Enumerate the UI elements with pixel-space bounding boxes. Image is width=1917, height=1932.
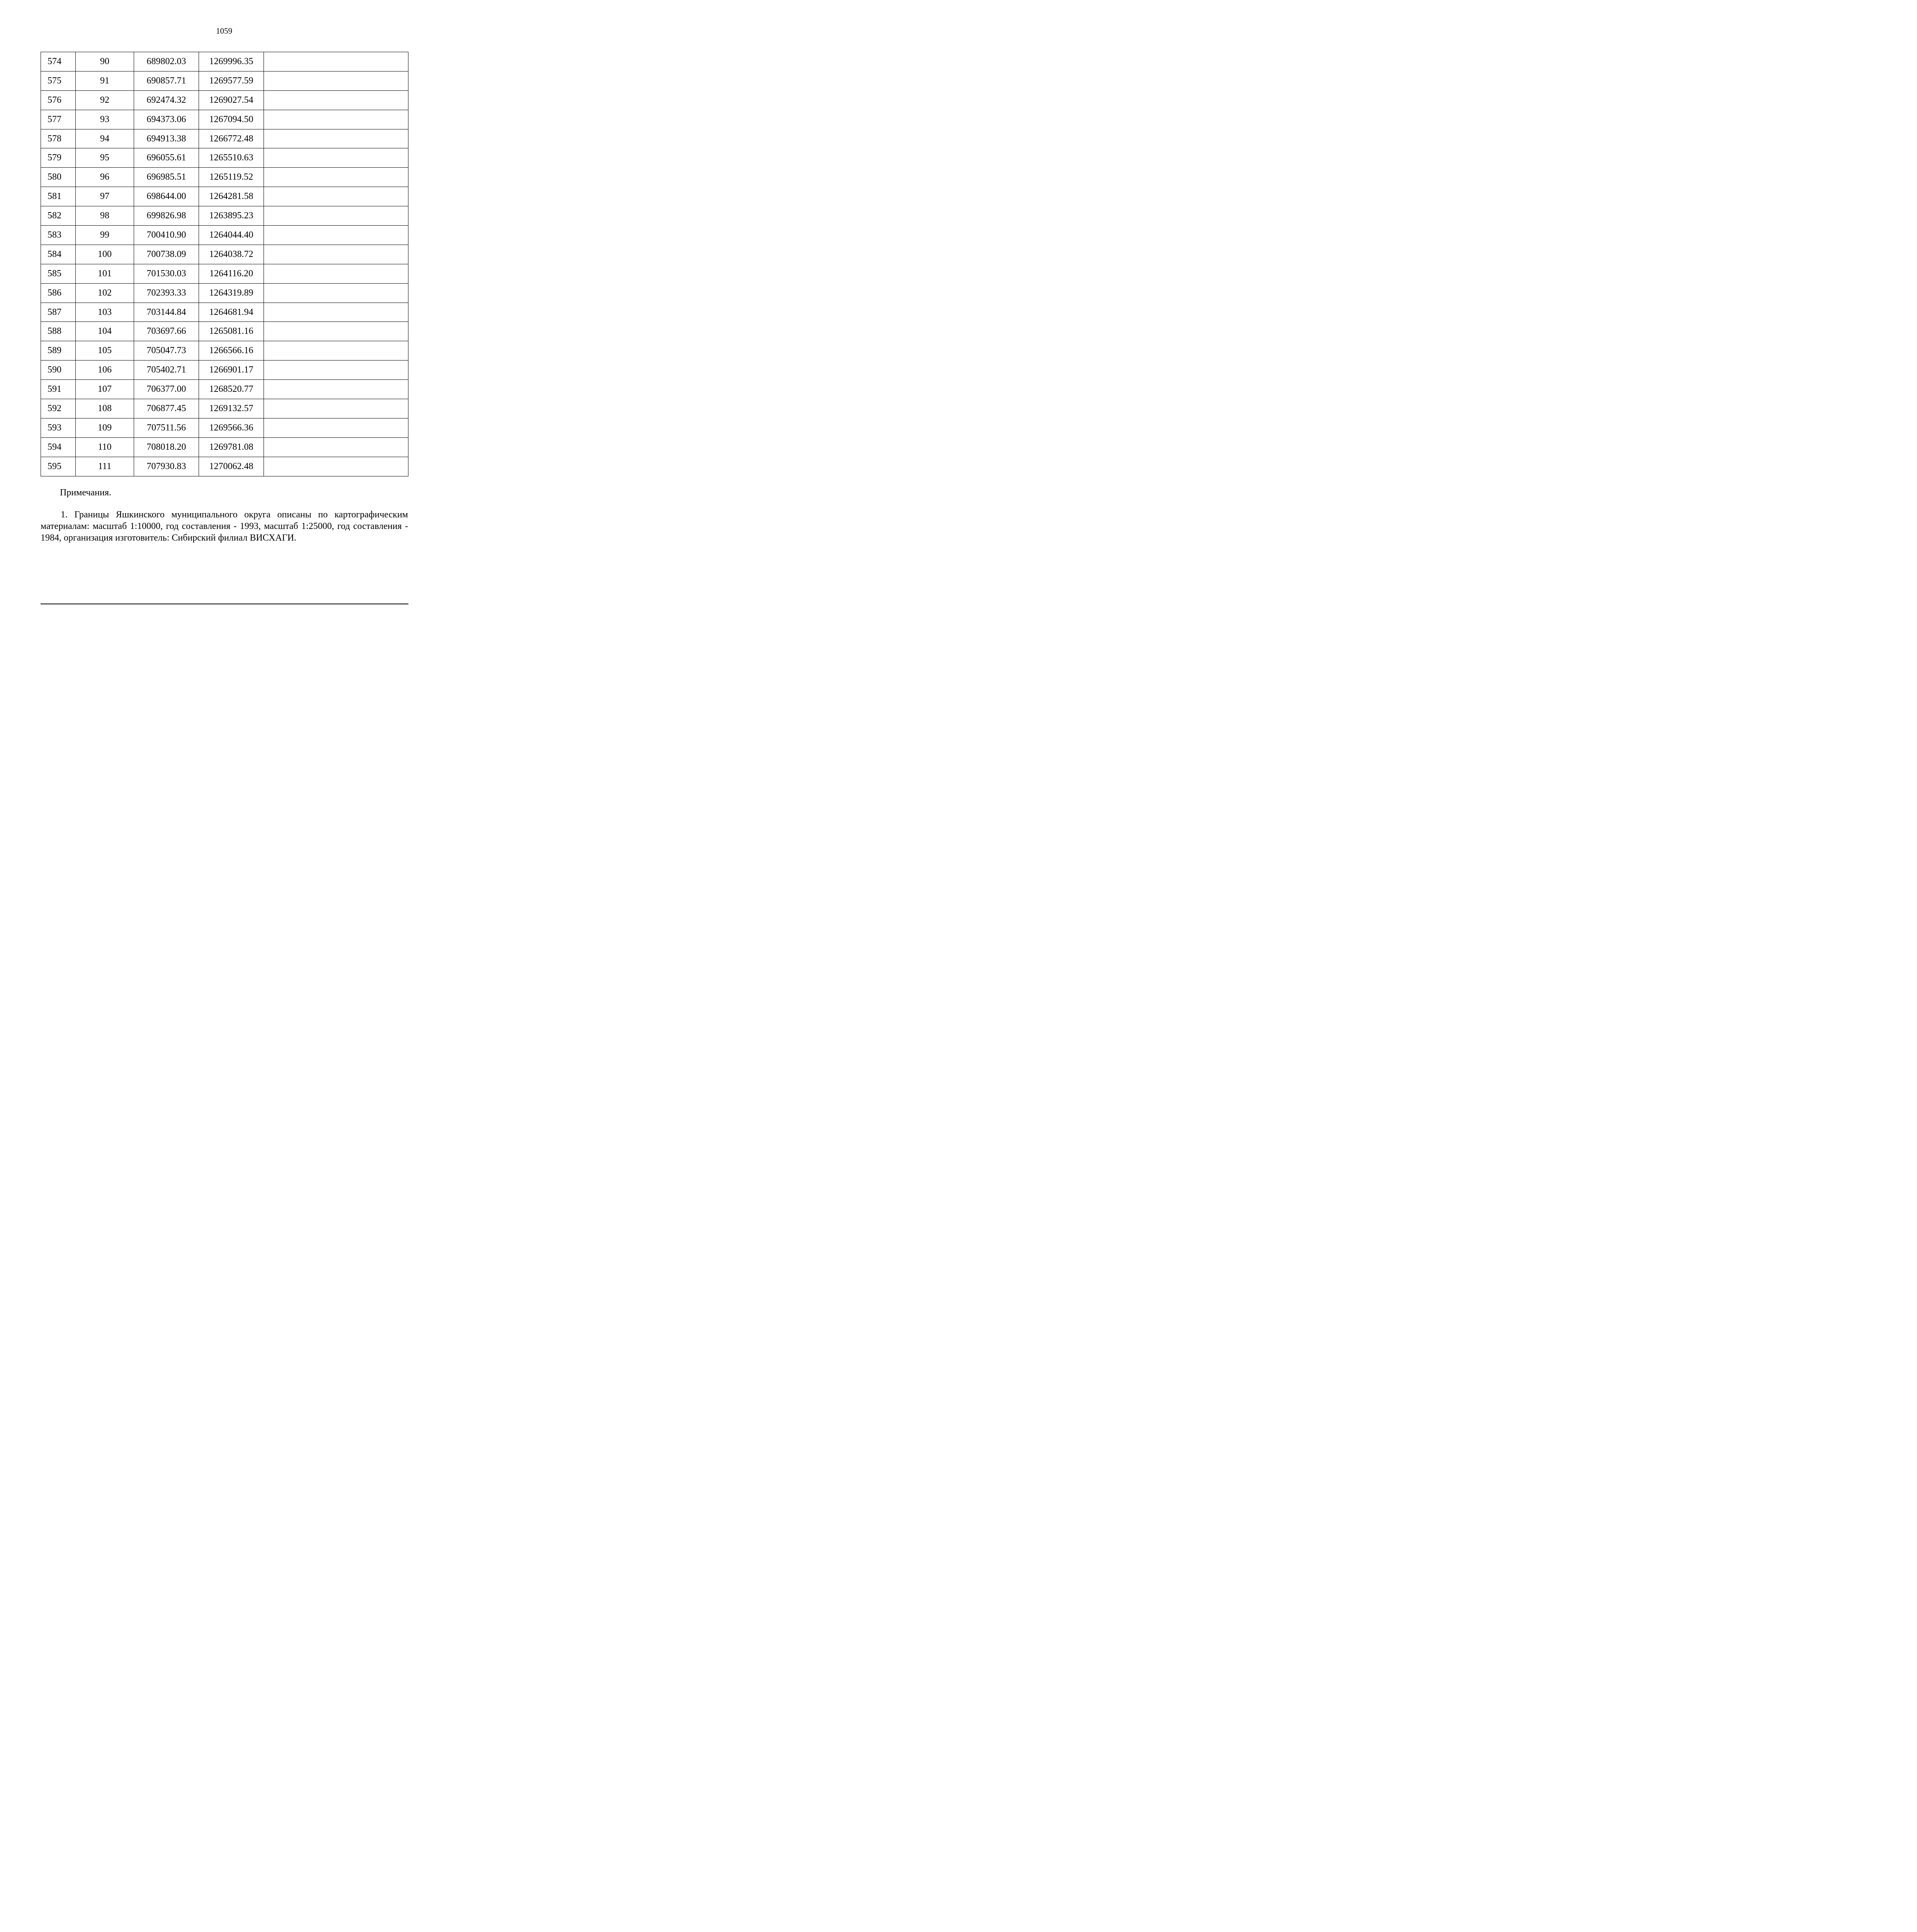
- table-cell: 1263895.23: [199, 206, 264, 226]
- table-cell: 90: [76, 52, 134, 71]
- table-row: [41, 148, 408, 168]
- table-row: [41, 71, 408, 90]
- table-row: [41, 206, 408, 226]
- table-cell: 101: [76, 264, 134, 283]
- table-cell: 577: [41, 110, 76, 129]
- table-cell: 582: [41, 206, 76, 226]
- table-cell: [264, 380, 408, 399]
- table-cell: 696985.51: [134, 168, 199, 187]
- table-cell: 94: [76, 129, 134, 148]
- table-cell: 587: [41, 303, 76, 322]
- table-cell: 1265081.16: [199, 322, 264, 341]
- notes-title: Примечания.: [60, 488, 111, 498]
- table-cell: 1264116.20: [199, 264, 264, 283]
- table-row: [41, 187, 408, 206]
- table-cell: 1269566.36: [199, 418, 264, 437]
- table-cell: 584: [41, 245, 76, 264]
- table-cell: 108: [76, 399, 134, 418]
- table-row: [41, 322, 408, 341]
- table-cell: 707930.83: [134, 457, 199, 476]
- table-cell: 707511.56: [134, 418, 199, 437]
- table-cell: [264, 187, 408, 206]
- table-cell: 595: [41, 457, 76, 476]
- table-cell: 701530.03: [134, 264, 199, 283]
- table-cell: 109: [76, 418, 134, 437]
- table-cell: 578: [41, 129, 76, 148]
- table-row: [41, 380, 408, 399]
- table-cell: 705047.73: [134, 341, 199, 361]
- table-cell: 689802.03: [134, 52, 199, 71]
- table-cell: [264, 457, 408, 476]
- table-row: [41, 168, 408, 187]
- table-cell: 1266772.48: [199, 129, 264, 148]
- table-cell: 1264281.58: [199, 187, 264, 206]
- table-row: [41, 418, 408, 437]
- table-cell: 1268520.77: [199, 380, 264, 399]
- table-cell: [264, 303, 408, 322]
- table-cell: 694373.06: [134, 110, 199, 129]
- coordinates-table-body: [41, 52, 408, 476]
- table-cell: 1269996.35: [199, 52, 264, 71]
- table-cell: 1266901.17: [199, 361, 264, 380]
- table-cell: [264, 110, 408, 129]
- table-cell: 586: [41, 283, 76, 303]
- table-cell: 696055.61: [134, 148, 199, 168]
- table-cell: 111: [76, 457, 134, 476]
- table-cell: [264, 322, 408, 341]
- table-cell: [264, 52, 408, 71]
- table-cell: [264, 168, 408, 187]
- table-row: [41, 283, 408, 303]
- table-cell: [264, 148, 408, 168]
- table-cell: 95: [76, 148, 134, 168]
- table-cell: 580: [41, 168, 76, 187]
- table-row: [41, 90, 408, 110]
- table-row: [41, 52, 408, 71]
- table-cell: 1266566.16: [199, 341, 264, 361]
- table-cell: 103: [76, 303, 134, 322]
- table-cell: 700738.09: [134, 245, 199, 264]
- table-cell: 1270062.48: [199, 457, 264, 476]
- table-cell: 576: [41, 90, 76, 110]
- table-cell: 706877.45: [134, 399, 199, 418]
- table-cell: 92: [76, 90, 134, 110]
- table-cell: 93: [76, 110, 134, 129]
- table-cell: 110: [76, 437, 134, 457]
- table-cell: 1269577.59: [199, 71, 264, 90]
- table-cell: 590: [41, 361, 76, 380]
- table-row: [41, 399, 408, 418]
- table-cell: 698644.00: [134, 187, 199, 206]
- table-cell: 594: [41, 437, 76, 457]
- table-cell: 1264681.94: [199, 303, 264, 322]
- table-cell: 1269132.57: [199, 399, 264, 418]
- table-cell: 593: [41, 418, 76, 437]
- table-cell: 1265510.63: [199, 148, 264, 168]
- table-cell: 97: [76, 187, 134, 206]
- table-cell: [264, 418, 408, 437]
- table-cell: [264, 437, 408, 457]
- table-cell: 705402.71: [134, 361, 199, 380]
- table-row: [41, 303, 408, 322]
- table-cell: 583: [41, 226, 76, 245]
- table-cell: 692474.32: [134, 90, 199, 110]
- table-cell: 702393.33: [134, 283, 199, 303]
- table-cell: 591: [41, 380, 76, 399]
- table-row: [41, 129, 408, 148]
- table-cell: 99: [76, 226, 134, 245]
- table-cell: 1269027.54: [199, 90, 264, 110]
- table-cell: 575: [41, 71, 76, 90]
- table-row: [41, 341, 408, 361]
- table-cell: 585: [41, 264, 76, 283]
- table-cell: 574: [41, 52, 76, 71]
- table-cell: 107: [76, 380, 134, 399]
- note-item-1: 1. Границы Яшкинского муниципального округа описаны по картографическим материалам: масштаб 1:10000, год составления - 1993, масштаб 1:25000, год составления - 1984, организация изготовитель: Сибирский филиал ВИСХАГИ.: [41, 510, 408, 543]
- table-row: [41, 110, 408, 129]
- table-row: [41, 457, 408, 476]
- table-cell: [264, 71, 408, 90]
- table-cell: 700410.90: [134, 226, 199, 245]
- table-row: [41, 361, 408, 380]
- table-cell: [264, 245, 408, 264]
- table-cell: [264, 90, 408, 110]
- table-cell: [264, 129, 408, 148]
- table-cell: 690857.71: [134, 71, 199, 90]
- coordinates-table: [41, 52, 408, 476]
- table-cell: 708018.20: [134, 437, 199, 457]
- table-cell: 699826.98: [134, 206, 199, 226]
- table-cell: 588: [41, 322, 76, 341]
- table-cell: 1264044.40: [199, 226, 264, 245]
- table-row: [41, 245, 408, 264]
- page-number: 1059: [216, 26, 232, 36]
- table-row: [41, 264, 408, 283]
- table-cell: 98: [76, 206, 134, 226]
- table-cell: 105: [76, 341, 134, 361]
- table-cell: 106: [76, 361, 134, 380]
- table-row: [41, 437, 408, 457]
- table-cell: [264, 399, 408, 418]
- table-cell: 1265119.52: [199, 168, 264, 187]
- table-cell: 91: [76, 71, 134, 90]
- table-row: [41, 226, 408, 245]
- table-cell: 1269781.08: [199, 437, 264, 457]
- table-cell: 703697.66: [134, 322, 199, 341]
- table-cell: 592: [41, 399, 76, 418]
- table-cell: [264, 283, 408, 303]
- table-cell: 589: [41, 341, 76, 361]
- table-cell: 581: [41, 187, 76, 206]
- table-cell: [264, 264, 408, 283]
- table-cell: 102: [76, 283, 134, 303]
- table-cell: [264, 361, 408, 380]
- table-cell: 96: [76, 168, 134, 187]
- table-cell: 1264038.72: [199, 245, 264, 264]
- table-cell: 703144.84: [134, 303, 199, 322]
- table-cell: 579: [41, 148, 76, 168]
- table-cell: 104: [76, 322, 134, 341]
- table-cell: [264, 226, 408, 245]
- table-cell: 694913.38: [134, 129, 199, 148]
- table-cell: 100: [76, 245, 134, 264]
- table-cell: 706377.00: [134, 380, 199, 399]
- table-cell: [264, 341, 408, 361]
- table-cell: 1267094.50: [199, 110, 264, 129]
- table-cell: 1264319.89: [199, 283, 264, 303]
- table-cell: [264, 206, 408, 226]
